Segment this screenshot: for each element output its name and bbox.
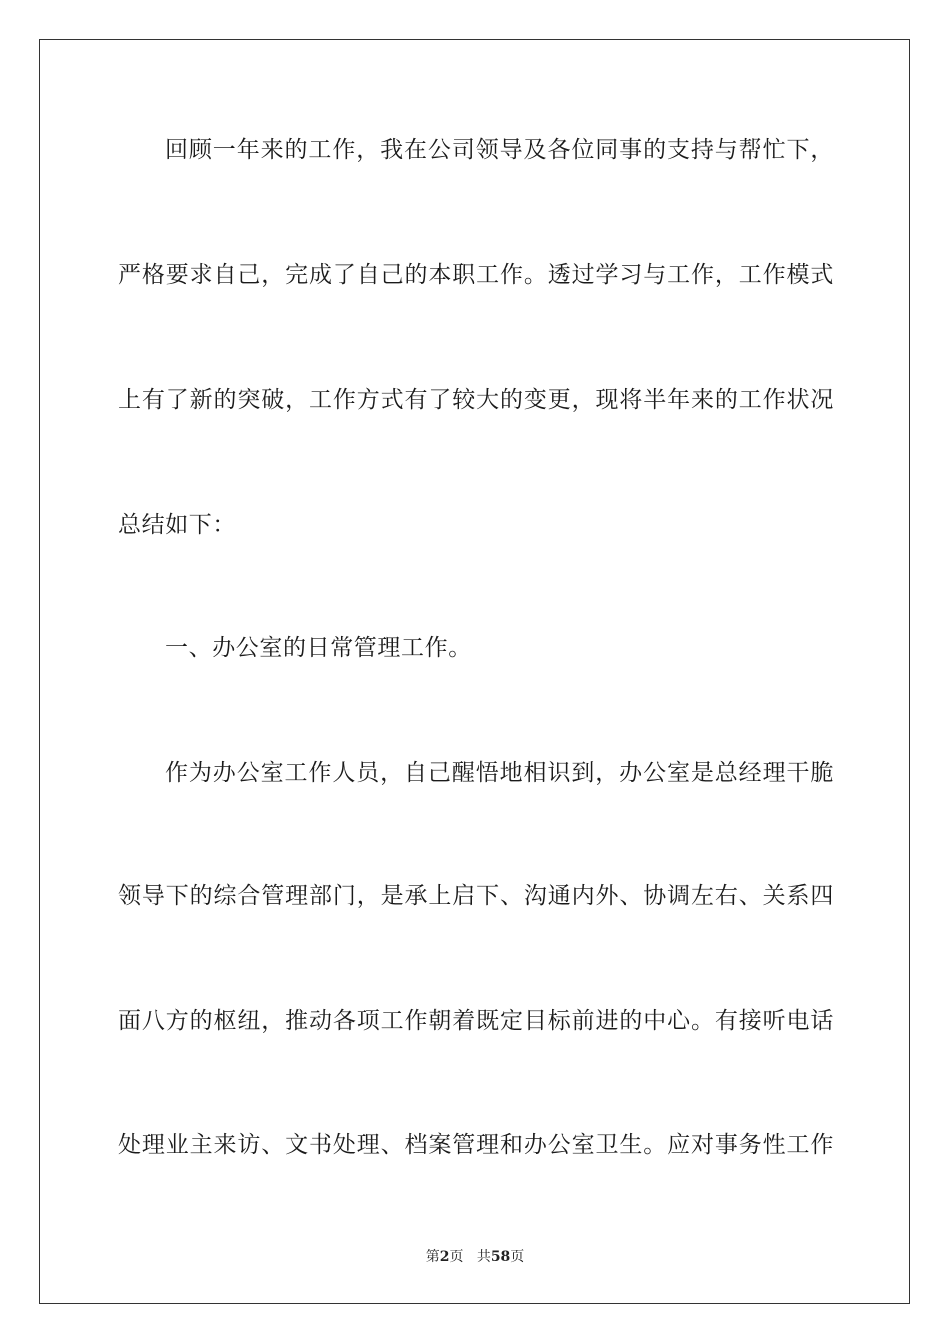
paragraph-line: 严格要求自己，完成了自己的本职工作。透过学习与工作，工作模式 [118, 262, 834, 288]
page-footer [0, 1247, 950, 1267]
total-prefix: 共 [476, 1249, 491, 1265]
page-prefix: 第 [425, 1249, 440, 1265]
paragraph-line: 领导下的综合管理部门，是承上启下、沟通内外、协调左右、关系四 [118, 883, 834, 909]
page-border [39, 39, 910, 1304]
paragraph-line: 回顾一年来的工作，我在公司领导及各位同事的支持与帮忙下， [165, 137, 834, 163]
section-heading: 一、办公室的日常管理工作。 [165, 635, 472, 661]
paragraph-line: 作为办公室工作人员，自己醒悟地相识到，办公室是总经理干脆 [165, 760, 834, 786]
paragraph-line: 上有了新的突破，工作方式有了较大的变更，现将半年来的工作状况 [118, 387, 834, 413]
paragraph-line: 处理业主来访、文书处理、档案管理和办公室卫生。应对事务性工作 [118, 1132, 834, 1158]
page-number: 2 [439, 1249, 450, 1265]
paragraph-line: 面八方的枢纽，推动各项工作朝着既定目标前进的中心。有接听电话 [118, 1008, 834, 1034]
total-suffix: 页 [510, 1249, 525, 1265]
page-suffix: 页 [449, 1249, 464, 1265]
total-pages: 58 [490, 1249, 511, 1265]
paragraph-line: 总结如下： [118, 512, 236, 538]
